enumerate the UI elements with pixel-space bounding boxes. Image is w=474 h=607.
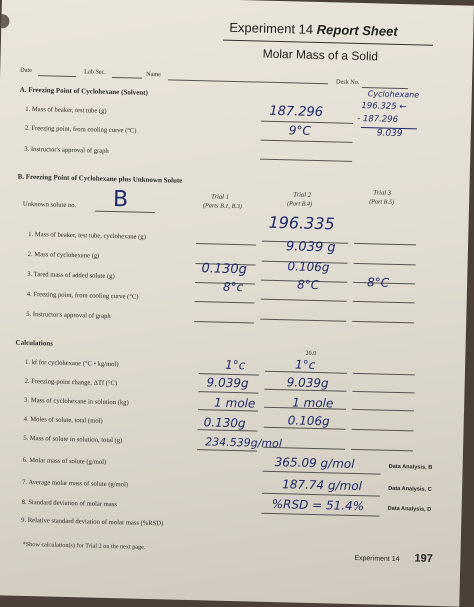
trial-value: 0.106g — [287, 259, 330, 275]
margin-note-line: 9.039 — [376, 128, 403, 140]
data-analysis-tag: Data Analysis, B — [388, 463, 433, 471]
calc-value: 0.130g — [203, 415, 246, 431]
calc-value: 1 mole — [213, 395, 256, 411]
data-analysis-tag: Data Analysis, D — [387, 505, 432, 513]
margin-note-line: 196.325 ← — [361, 101, 407, 113]
data-analysis-tag: Data Analysis, C — [388, 485, 432, 493]
answer-line[interactable] — [264, 389, 346, 392]
report-sheet-label: Report Sheet — [316, 21, 398, 39]
answer-line[interactable] — [352, 321, 414, 324]
title-rule — [223, 40, 433, 46]
section-a-row-label: 1. Mass of beaker, test tube (g) — [25, 105, 107, 115]
margin-note-line: - 187.296 — [357, 113, 399, 125]
punch-hole — [0, 14, 10, 28]
section-a-row-label: 3. Instructor's approval of graph — [24, 145, 109, 155]
section-b-row-label: 5. Instructor's approval of graph — [26, 310, 111, 320]
section-a-title: A. Freezing Point of Cyclohexane (Solvent) — [19, 85, 148, 97]
calc-value: 9.039g — [286, 375, 329, 391]
calc-value: 187.74 g/mol — [282, 477, 363, 494]
answer-line[interactable] — [197, 429, 257, 431]
lab-sec-field[interactable] — [112, 77, 142, 79]
footnote: *Show calculation(s) for Trial 2 on the next page. — [22, 540, 146, 551]
experiment-number: Experiment 14 — [229, 19, 314, 37]
margin-note-line: Cyclohexane — [367, 89, 420, 100]
trial-value: 8°C — [296, 277, 320, 293]
answer-line[interactable] — [354, 243, 416, 246]
answer-line[interactable] — [194, 321, 254, 323]
answer-line[interactable] — [198, 391, 258, 393]
calc-value: 365.09 g/mol — [274, 455, 355, 471]
calc-value: 1°c — [294, 357, 316, 372]
calc-row-label: 6. Molar mass of solute (g/mol) — [22, 456, 107, 466]
answer-line[interactable] — [262, 471, 380, 475]
lab-sec-label: Lab Sec. — [84, 68, 106, 76]
date-field[interactable] — [38, 75, 76, 77]
trial-header: Trial 1 — [211, 193, 230, 201]
section-b-row-label: 1. Mass of beaker, test tube, cyclohexane (g) — [28, 230, 146, 241]
section-b-row-label: 2. Mass of cyclohexane (g) — [27, 250, 100, 260]
trial-value: 196.335 — [268, 212, 335, 234]
calc-row-label: 3. Mass of cyclohexane in solution (kg) — [24, 396, 129, 407]
footer-experiment: Experiment 14 — [354, 555, 400, 564]
experiment-title — [229, 20, 398, 39]
answer-line[interactable] — [352, 409, 414, 412]
calc-row-label: 9. Relative standard deviation of molar mass (%RSD) — [21, 516, 164, 528]
answer-line[interactable] — [351, 449, 413, 452]
answer-line[interactable] — [265, 371, 347, 374]
answer-line[interactable] — [352, 429, 414, 432]
calc-value: 1 mole — [292, 395, 334, 411]
name-field[interactable] — [168, 79, 328, 84]
printed-value: 20.0 — [305, 349, 317, 358]
calc-row-label: 7. Average molar mass of solute (g/mol) — [22, 478, 129, 489]
answer-line[interactable] — [195, 301, 255, 303]
section-b-row-label: 4. Freezing point, from cooling curve (°C) — [26, 290, 139, 301]
answer-line[interactable] — [197, 449, 257, 451]
unknown-solute-value: B — [112, 187, 129, 213]
section-a-row-label: 2. Freezing point, from cooling curve (°C) — [24, 124, 137, 135]
answer-line[interactable] — [264, 427, 346, 430]
answer-line[interactable] — [261, 513, 379, 517]
trial-subheader: (Parts B.1, B.3) — [202, 202, 243, 211]
calc-value: 234.539g/mol — [205, 435, 283, 451]
calc-value: 9.039g — [206, 375, 249, 391]
calculations-title: Calculations — [15, 338, 53, 348]
answer-line[interactable] — [354, 263, 416, 266]
desk-label: Desk No. — [335, 78, 360, 86]
answer-line[interactable] — [353, 373, 415, 376]
answer-line[interactable] — [260, 319, 346, 322]
calc-row-label: 1. kf for cyclohexane (°C • kg/mol) — [24, 358, 119, 369]
trial-header: Trial 2 — [293, 191, 312, 199]
section-a-row-value: 187.296 — [269, 103, 324, 121]
answer-line[interactable] — [95, 211, 155, 213]
calc-row-label: 4. Moles of solute, total (mol) — [23, 415, 103, 425]
section-a-row-value: 9°C — [288, 123, 312, 138]
trial-value: 8°c — [222, 279, 244, 295]
trial-value: 8°C — [366, 275, 390, 290]
trial-value: 9.039 g — [285, 239, 336, 256]
answer-line[interactable] — [353, 301, 415, 304]
section-b-title: B. Freezing Point of Cyclohexane plus Unknown Solute — [17, 172, 183, 185]
calc-row-label: 2. Freezing-point change, ΔTf (°C) — [24, 377, 118, 388]
answer-line[interactable] — [260, 159, 352, 162]
answer-line[interactable] — [198, 409, 258, 411]
answer-line[interactable] — [352, 391, 414, 394]
calc-row-label: 8. Standard deviation of molar mass — [21, 498, 117, 509]
calc-value: %RSD = 51.4% — [271, 496, 365, 514]
date-label: Date — [20, 66, 32, 74]
page-subtitle: Molar Mass of a Solid — [262, 46, 379, 64]
unknown-solute-label: Unknown solute no. — [22, 200, 77, 210]
trial-subheader: (Part B.5) — [369, 198, 395, 206]
calc-row-label: 5. Mass of solute in solution, total (g) — [23, 434, 123, 445]
page-number: 197 — [414, 552, 433, 565]
answer-line[interactable] — [261, 299, 347, 302]
trial-value: 0.130g — [201, 261, 248, 278]
section-b-row-label: 3. Tared mass of added solute (g) — [27, 270, 115, 281]
calc-value: 1°c — [224, 357, 246, 373]
answer-line[interactable] — [262, 493, 380, 497]
answer-line[interactable] — [196, 243, 256, 245]
answer-line[interactable] — [261, 140, 353, 143]
name-label: Name — [146, 70, 162, 79]
trial-subheader: (Part B.4) — [286, 200, 313, 208]
calc-value: 0.106g — [287, 413, 330, 429]
trial-header: Trial 3 — [373, 189, 392, 197]
